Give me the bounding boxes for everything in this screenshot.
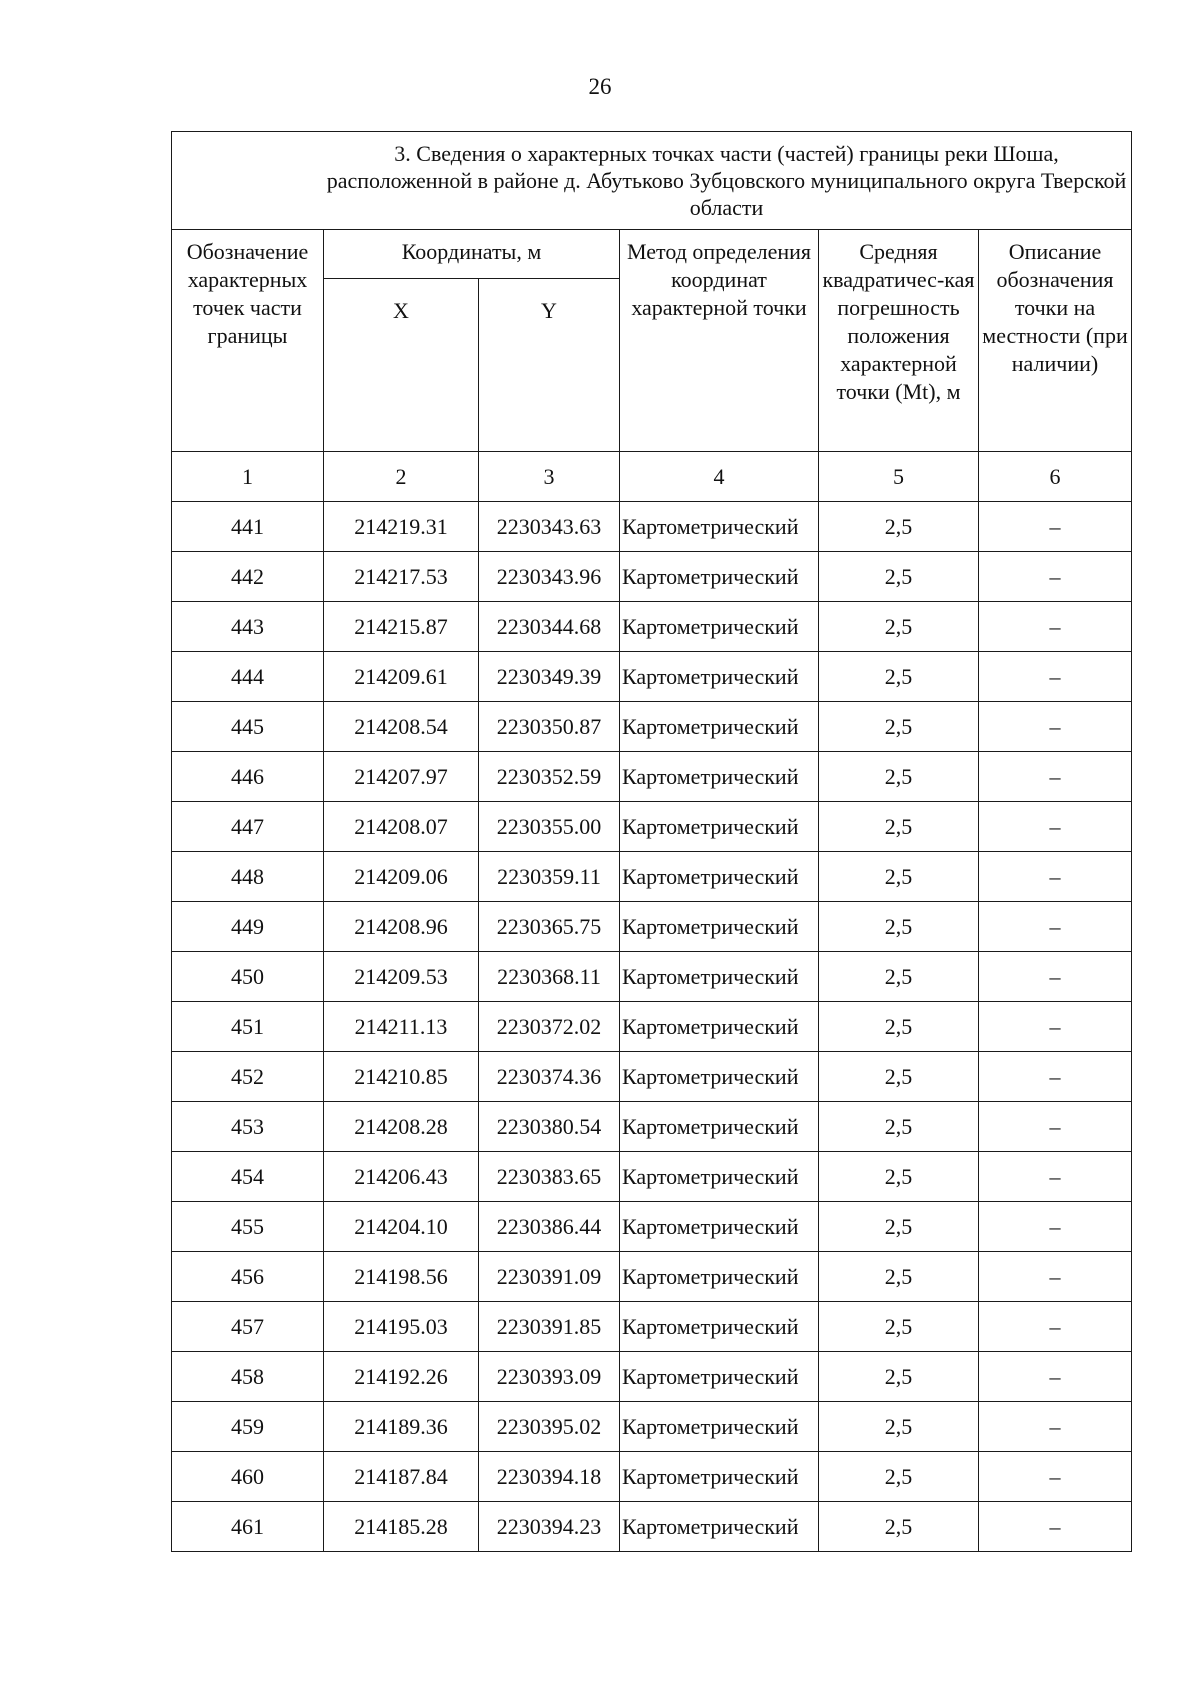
point-cell: 442 bbox=[172, 552, 324, 602]
column-number: 5 bbox=[819, 452, 979, 502]
table-row bbox=[172, 1252, 1132, 1302]
header-x-label: X bbox=[393, 298, 409, 323]
column-number: 3 bbox=[479, 452, 620, 502]
method-cell: Картометрический bbox=[620, 902, 819, 952]
header-y bbox=[479, 279, 620, 452]
method-cell: Картометрический bbox=[620, 1452, 819, 1502]
point-cell: 457 bbox=[172, 1302, 324, 1352]
table-row bbox=[172, 852, 1132, 902]
y-coordinate-cell: 2230383.65 bbox=[479, 1152, 620, 1202]
description-cell: – bbox=[979, 752, 1132, 802]
table-row bbox=[172, 552, 1132, 602]
error-cell: 2,5 bbox=[819, 1152, 979, 1202]
y-coordinate-cell: 2230372.02 bbox=[479, 1002, 620, 1052]
header-x bbox=[324, 279, 479, 452]
method-cell: Картометрический bbox=[620, 1252, 819, 1302]
error-cell: 2,5 bbox=[819, 552, 979, 602]
x-coordinate-cell: 214208.07 bbox=[324, 802, 479, 852]
description-cell: – bbox=[979, 652, 1132, 702]
x-coordinate-cell: 214208.28 bbox=[324, 1102, 479, 1152]
x-coordinate-cell: 214208.96 bbox=[324, 902, 479, 952]
y-coordinate-cell: 2230349.39 bbox=[479, 652, 620, 702]
table-row bbox=[172, 1102, 1132, 1152]
y-coordinate-cell: 2230393.09 bbox=[479, 1352, 620, 1402]
point-cell: 458 bbox=[172, 1352, 324, 1402]
y-coordinate-cell: 2230374.36 bbox=[479, 1052, 620, 1102]
point-cell: 441 bbox=[172, 502, 324, 552]
x-coordinate-cell: 214192.26 bbox=[324, 1352, 479, 1402]
column-number-row bbox=[172, 452, 1132, 502]
table-row bbox=[172, 1302, 1132, 1352]
method-cell: Картометрический bbox=[620, 1352, 819, 1402]
description-cell: – bbox=[979, 702, 1132, 752]
point-cell: 460 bbox=[172, 1452, 324, 1502]
column-number: 1 bbox=[172, 452, 324, 502]
point-cell: 450 bbox=[172, 952, 324, 1002]
point-cell: 444 bbox=[172, 652, 324, 702]
table-row bbox=[172, 1502, 1132, 1552]
x-coordinate-cell: 214189.36 bbox=[324, 1402, 479, 1452]
x-coordinate-cell: 214187.84 bbox=[324, 1452, 479, 1502]
description-cell: – bbox=[979, 1002, 1132, 1052]
error-cell: 2,5 bbox=[819, 852, 979, 902]
description-cell: – bbox=[979, 902, 1132, 952]
y-coordinate-cell: 2230391.85 bbox=[479, 1302, 620, 1352]
description-cell: – bbox=[979, 552, 1132, 602]
table-row bbox=[172, 602, 1132, 652]
error-cell: 2,5 bbox=[819, 802, 979, 852]
x-coordinate-cell: 214211.13 bbox=[324, 1002, 479, 1052]
x-coordinate-cell: 214217.53 bbox=[324, 552, 479, 602]
y-coordinate-cell: 2230352.59 bbox=[479, 752, 620, 802]
method-cell: Картометрический bbox=[620, 1202, 819, 1252]
error-cell: 2,5 bbox=[819, 1452, 979, 1502]
description-cell: – bbox=[979, 852, 1132, 902]
description-cell: – bbox=[979, 952, 1132, 1002]
x-coordinate-cell: 214210.85 bbox=[324, 1052, 479, 1102]
error-cell: 2,5 bbox=[819, 1052, 979, 1102]
x-coordinate-cell: 214198.56 bbox=[324, 1252, 479, 1302]
error-cell: 2,5 bbox=[819, 902, 979, 952]
method-cell: Картометрический bbox=[620, 1502, 819, 1552]
point-cell: 448 bbox=[172, 852, 324, 902]
description-cell: – bbox=[979, 502, 1132, 552]
error-cell: 2,5 bbox=[819, 1502, 979, 1552]
table-row bbox=[172, 502, 1132, 552]
description-cell: – bbox=[979, 1102, 1132, 1152]
point-cell: 461 bbox=[172, 1502, 324, 1552]
y-coordinate-cell: 2230380.54 bbox=[479, 1102, 620, 1152]
method-cell: Картометрический bbox=[620, 602, 819, 652]
error-cell: 2,5 bbox=[819, 602, 979, 652]
column-number: 4 bbox=[620, 452, 819, 502]
method-cell: Картометрический bbox=[620, 652, 819, 702]
y-coordinate-cell: 2230355.00 bbox=[479, 802, 620, 852]
method-cell: Картометрический bbox=[620, 502, 819, 552]
x-coordinate-cell: 214209.06 bbox=[324, 852, 479, 902]
method-cell: Картометрический bbox=[620, 1152, 819, 1202]
table-row bbox=[172, 802, 1132, 852]
y-coordinate-cell: 2230344.68 bbox=[479, 602, 620, 652]
header-point: Обозначение характерных точек части границы bbox=[172, 230, 324, 452]
error-cell: 2,5 bbox=[819, 952, 979, 1002]
method-cell: Картометрический bbox=[620, 552, 819, 602]
x-coordinate-cell: 214208.54 bbox=[324, 702, 479, 752]
column-number: 6 bbox=[979, 452, 1132, 502]
table-row bbox=[172, 1152, 1132, 1202]
header-description: Описание обозначения точки на местности (при наличии) bbox=[979, 230, 1132, 452]
table-row bbox=[172, 952, 1132, 1002]
table-title-cell bbox=[172, 132, 1132, 230]
header-coordinates: Координаты, м bbox=[324, 230, 620, 279]
x-coordinate-cell: 214185.28 bbox=[324, 1502, 479, 1552]
header-error: Средняя квадратичес-кая погрешность положения характерной точки (Mt), м bbox=[819, 230, 979, 452]
x-coordinate-cell: 214209.61 bbox=[324, 652, 479, 702]
point-cell: 456 bbox=[172, 1252, 324, 1302]
method-cell: Картометрический bbox=[620, 952, 819, 1002]
coordinates-table bbox=[171, 131, 1132, 1552]
table-row bbox=[172, 1402, 1132, 1452]
point-cell: 446 bbox=[172, 752, 324, 802]
point-cell: 443 bbox=[172, 602, 324, 652]
error-cell: 2,5 bbox=[819, 1202, 979, 1252]
point-cell: 451 bbox=[172, 1002, 324, 1052]
description-cell: – bbox=[979, 1152, 1132, 1202]
method-cell: Картометрический bbox=[620, 852, 819, 902]
table-row bbox=[172, 1052, 1132, 1102]
y-coordinate-cell: 2230368.11 bbox=[479, 952, 620, 1002]
error-cell: 2,5 bbox=[819, 502, 979, 552]
description-cell: – bbox=[979, 1502, 1132, 1552]
point-cell: 454 bbox=[172, 1152, 324, 1202]
y-coordinate-cell: 2230391.09 bbox=[479, 1252, 620, 1302]
error-cell: 2,5 bbox=[819, 752, 979, 802]
header-row bbox=[172, 230, 1132, 279]
method-cell: Картометрический bbox=[620, 702, 819, 752]
error-cell: 2,5 bbox=[819, 1002, 979, 1052]
x-coordinate-cell: 214219.31 bbox=[324, 502, 479, 552]
table-row bbox=[172, 1352, 1132, 1402]
method-cell: Картометрический bbox=[620, 752, 819, 802]
x-coordinate-cell: 214195.03 bbox=[324, 1302, 479, 1352]
description-cell: – bbox=[979, 1352, 1132, 1402]
y-coordinate-cell: 2230343.96 bbox=[479, 552, 620, 602]
description-cell: – bbox=[979, 1452, 1132, 1502]
description-cell: – bbox=[979, 1202, 1132, 1252]
error-cell: 2,5 bbox=[819, 1302, 979, 1352]
table-title: 3. Сведения о характерных точках части (частей) границы реки Шоша, расположенной в районе д. Абутьково Зубцовского муниципального округа Тверской области bbox=[326, 141, 1127, 220]
table-title-row bbox=[172, 132, 1132, 230]
description-cell: – bbox=[979, 802, 1132, 852]
y-coordinate-cell: 2230359.11 bbox=[479, 852, 620, 902]
point-cell: 452 bbox=[172, 1052, 324, 1102]
table-row bbox=[172, 702, 1132, 752]
y-coordinate-cell: 2230395.02 bbox=[479, 1402, 620, 1452]
y-coordinate-cell: 2230365.75 bbox=[479, 902, 620, 952]
point-cell: 453 bbox=[172, 1102, 324, 1152]
table-row bbox=[172, 752, 1132, 802]
x-coordinate-cell: 214206.43 bbox=[324, 1152, 479, 1202]
x-coordinate-cell: 214204.10 bbox=[324, 1202, 479, 1252]
x-coordinate-cell: 214207.97 bbox=[324, 752, 479, 802]
method-cell: Картометрический bbox=[620, 802, 819, 852]
error-cell: 2,5 bbox=[819, 652, 979, 702]
y-coordinate-cell: 2230386.44 bbox=[479, 1202, 620, 1252]
error-cell: 2,5 bbox=[819, 1252, 979, 1302]
method-cell: Картометрический bbox=[620, 1002, 819, 1052]
table-row bbox=[172, 1202, 1132, 1252]
table-row bbox=[172, 1452, 1132, 1502]
x-coordinate-cell: 214215.87 bbox=[324, 602, 479, 652]
point-cell: 459 bbox=[172, 1402, 324, 1452]
description-cell: – bbox=[979, 1402, 1132, 1452]
point-cell: 445 bbox=[172, 702, 324, 752]
method-cell: Картометрический bbox=[620, 1052, 819, 1102]
point-cell: 447 bbox=[172, 802, 324, 852]
description-cell: – bbox=[979, 1302, 1132, 1352]
method-cell: Картометрический bbox=[620, 1302, 819, 1352]
y-coordinate-cell: 2230394.18 bbox=[479, 1452, 620, 1502]
description-cell: – bbox=[979, 602, 1132, 652]
y-coordinate-cell: 2230350.87 bbox=[479, 702, 620, 752]
column-number: 2 bbox=[324, 452, 479, 502]
error-cell: 2,5 bbox=[819, 1102, 979, 1152]
method-cell: Картометрический bbox=[620, 1102, 819, 1152]
table-row bbox=[172, 902, 1132, 952]
y-coordinate-cell: 2230394.23 bbox=[479, 1502, 620, 1552]
method-cell: Картометрический bbox=[620, 1402, 819, 1452]
header-y-label: Y bbox=[541, 298, 557, 323]
description-cell: – bbox=[979, 1252, 1132, 1302]
error-cell: 2,5 bbox=[819, 1352, 979, 1402]
page-number: 26 bbox=[588, 74, 612, 99]
error-cell: 2,5 bbox=[819, 702, 979, 752]
point-cell: 449 bbox=[172, 902, 324, 952]
y-coordinate-cell: 2230343.63 bbox=[479, 502, 620, 552]
table-row bbox=[172, 652, 1132, 702]
x-coordinate-cell: 214209.53 bbox=[324, 952, 479, 1002]
point-cell: 455 bbox=[172, 1202, 324, 1252]
table-row bbox=[172, 1002, 1132, 1052]
header-method: Метод определения координат характерной точки bbox=[620, 230, 819, 452]
description-cell: – bbox=[979, 1052, 1132, 1102]
error-cell: 2,5 bbox=[819, 1402, 979, 1452]
